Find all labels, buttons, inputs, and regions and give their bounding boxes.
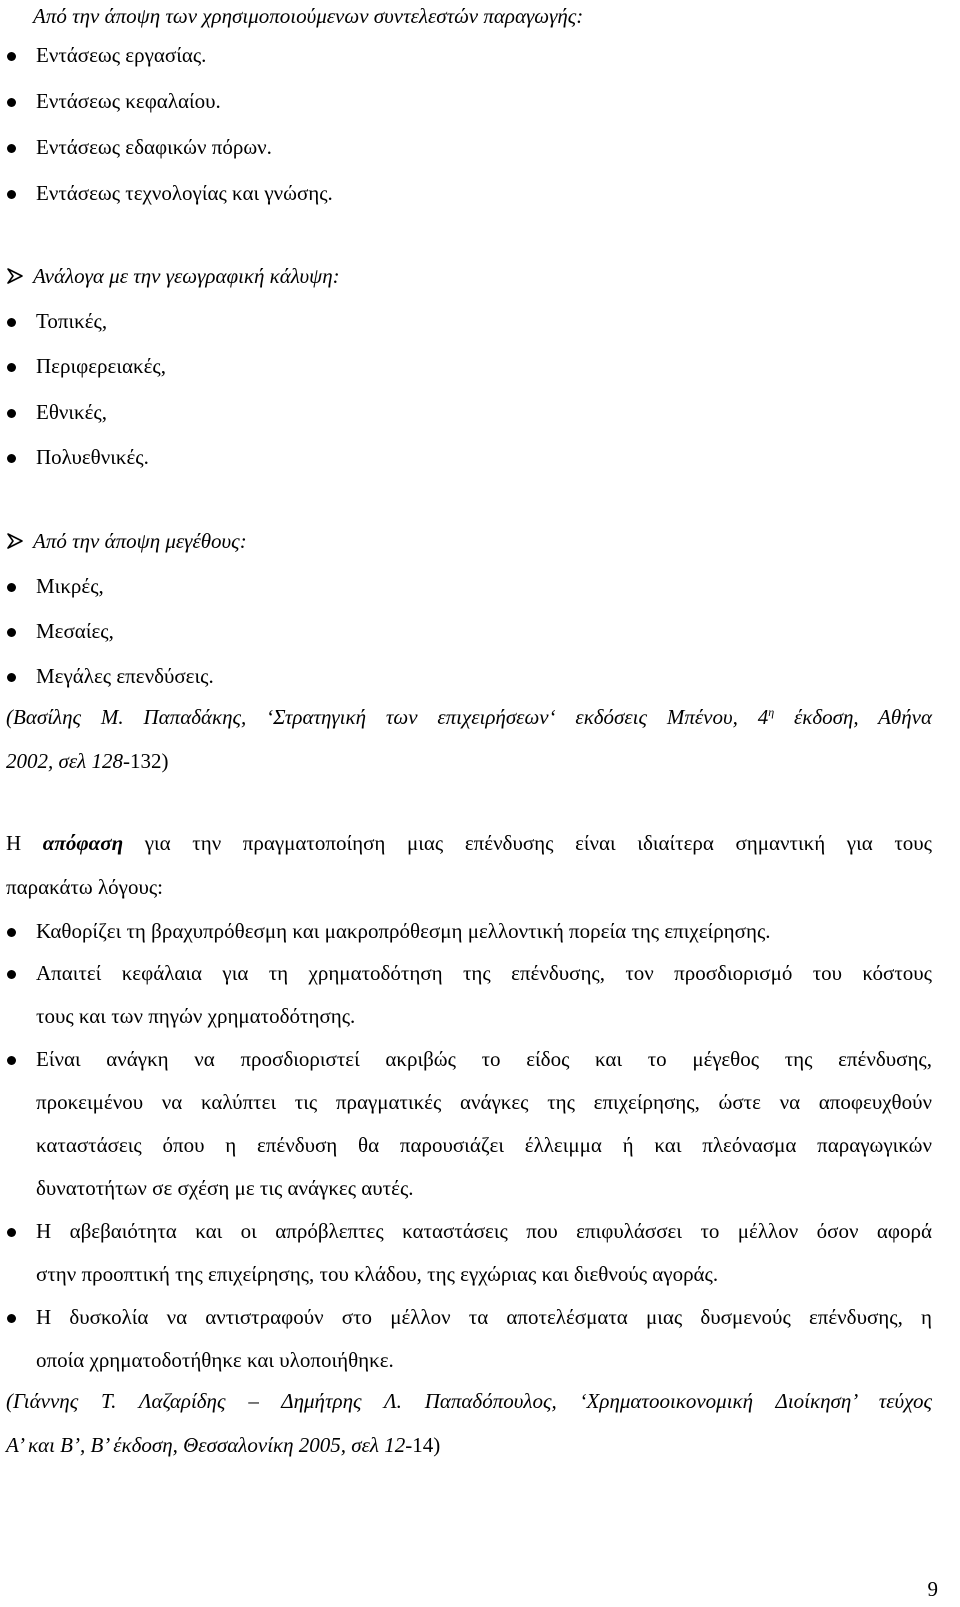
list-item: δυνατοτήτων σε σχέση με τις ανάγκες αυτές.	[36, 1176, 414, 1200]
bullet-icon	[7, 673, 16, 682]
bullet-icon	[7, 1228, 16, 1237]
decision-paragraph: παρακάτω λόγους:	[6, 875, 164, 899]
bullet-icon	[7, 970, 16, 979]
list-item: Πολυεθνικές.	[36, 445, 149, 469]
list-item: Εθνικές,	[36, 400, 107, 424]
citation-line: 2002, σελ 128-132)	[6, 749, 169, 773]
bullet-icon	[7, 628, 16, 637]
production-factors-heading: Από την άποψη των χρησιμοποιούμενων συντελεστών παραγωγής:	[33, 4, 584, 28]
bullet-icon	[7, 928, 16, 937]
citation-line: (Βασίλης Μ. Παπαδάκης, ‘Στρατηγική των επιχειρήσεων‘ εκδόσεις Μπένου, $4^\eta$ έκδοση, Αθήνα	[6, 705, 932, 729]
list-item: οποία χρηματοδοτήθηκε και υλοποιήθηκε.	[36, 1348, 394, 1372]
decision-paragraph: Η απόφαση για την πραγματοποίηση μιας επένδυσης είναι ιδιαίτερα σημαντική για τους	[6, 831, 932, 855]
bullet-icon	[7, 144, 16, 153]
citation-line: Α’ και Β’, Β’ έκδοση, Θεσσαλονίκη 2005, σελ 12-14)	[6, 1433, 441, 1457]
list-item: Περιφερειακές,	[36, 354, 166, 378]
list-item: καταστάσεις όπου η επένδυση θα παρουσιάζει έλλειμμα ή και πλεόνασμα παραγωγικών	[36, 1133, 932, 1157]
bullet-icon	[7, 583, 16, 592]
bullet-icon	[7, 318, 16, 327]
bullet-icon	[7, 1056, 16, 1065]
list-item: Εντάσεως εργασίας.	[36, 43, 207, 67]
arrow-bullet-icon	[6, 267, 24, 285]
list-item: στην προοπτική της επιχείρησης, του κλάδου, της εγχώριας και διεθνούς αγοράς.	[36, 1262, 719, 1286]
bullet-icon	[7, 1314, 16, 1323]
bullet-icon	[7, 52, 16, 61]
list-item: Τοπικές,	[36, 309, 108, 333]
citation-line: (Γιάννης Τ. Λαζαρίδης – Δημήτρης Λ. Παπαδόπουλος, ‘Χρηματοοικονομική Διοίκηση’ τεύχος	[6, 1389, 932, 1413]
list-item: Μεγάλες επενδύσεις.	[36, 664, 214, 688]
list-item: Είναι ανάγκη να προσδιοριστεί ακριβώς το είδος και το μέγεθος της επένδυσης,	[36, 1047, 932, 1071]
list-item: Η αβεβαιότητα και οι απρόβλεπτες καταστάσεις που επιφυλάσσει το μέλλον όσον αφορά	[36, 1219, 932, 1243]
bullet-icon	[7, 363, 16, 372]
list-item: προκειμένου να καλύπτει τις πραγματικές ανάγκες της επιχείρησης, ώστε να αποφευχθούν	[36, 1090, 932, 1114]
bullet-icon	[7, 190, 16, 199]
list-item: Απαιτεί κεφάλαια για τη χρηματοδότηση της επένδυσης, τον προσδιορισμό του κόστους	[36, 961, 932, 985]
list-item: Μεσαίες,	[36, 619, 114, 643]
list-item: Εντάσεως κεφαλαίου.	[36, 89, 221, 113]
size-heading: Από την άποψη μεγέθους:	[33, 529, 247, 553]
list-item: τους και των πηγών χρηματοδότησης.	[36, 1004, 356, 1028]
page-number: 9	[927, 1577, 938, 1601]
list-item: Εντάσεως εδαφικών πόρων.	[36, 135, 272, 159]
list-item: Μικρές,	[36, 574, 104, 598]
list-item: Η δυσκολία να αντιστραφούν στο μέλλον τα αποτελέσματα μιας δυσμενούς επένδυσης, η	[36, 1305, 932, 1329]
bullet-icon	[7, 454, 16, 463]
arrow-bullet-icon	[6, 532, 24, 550]
bullet-icon	[7, 409, 16, 418]
bullet-icon	[7, 98, 16, 107]
list-item: Καθορίζει τη βραχυπρόθεσμη και μακροπρόθεσμη μελλοντική πορεία της επιχείρησης.	[36, 919, 771, 943]
list-item: Εντάσεως τεχνολογίας και γνώσης.	[36, 181, 333, 205]
geographic-heading: Ανάλογα με την γεωγραφική κάλυψη:	[33, 264, 340, 288]
